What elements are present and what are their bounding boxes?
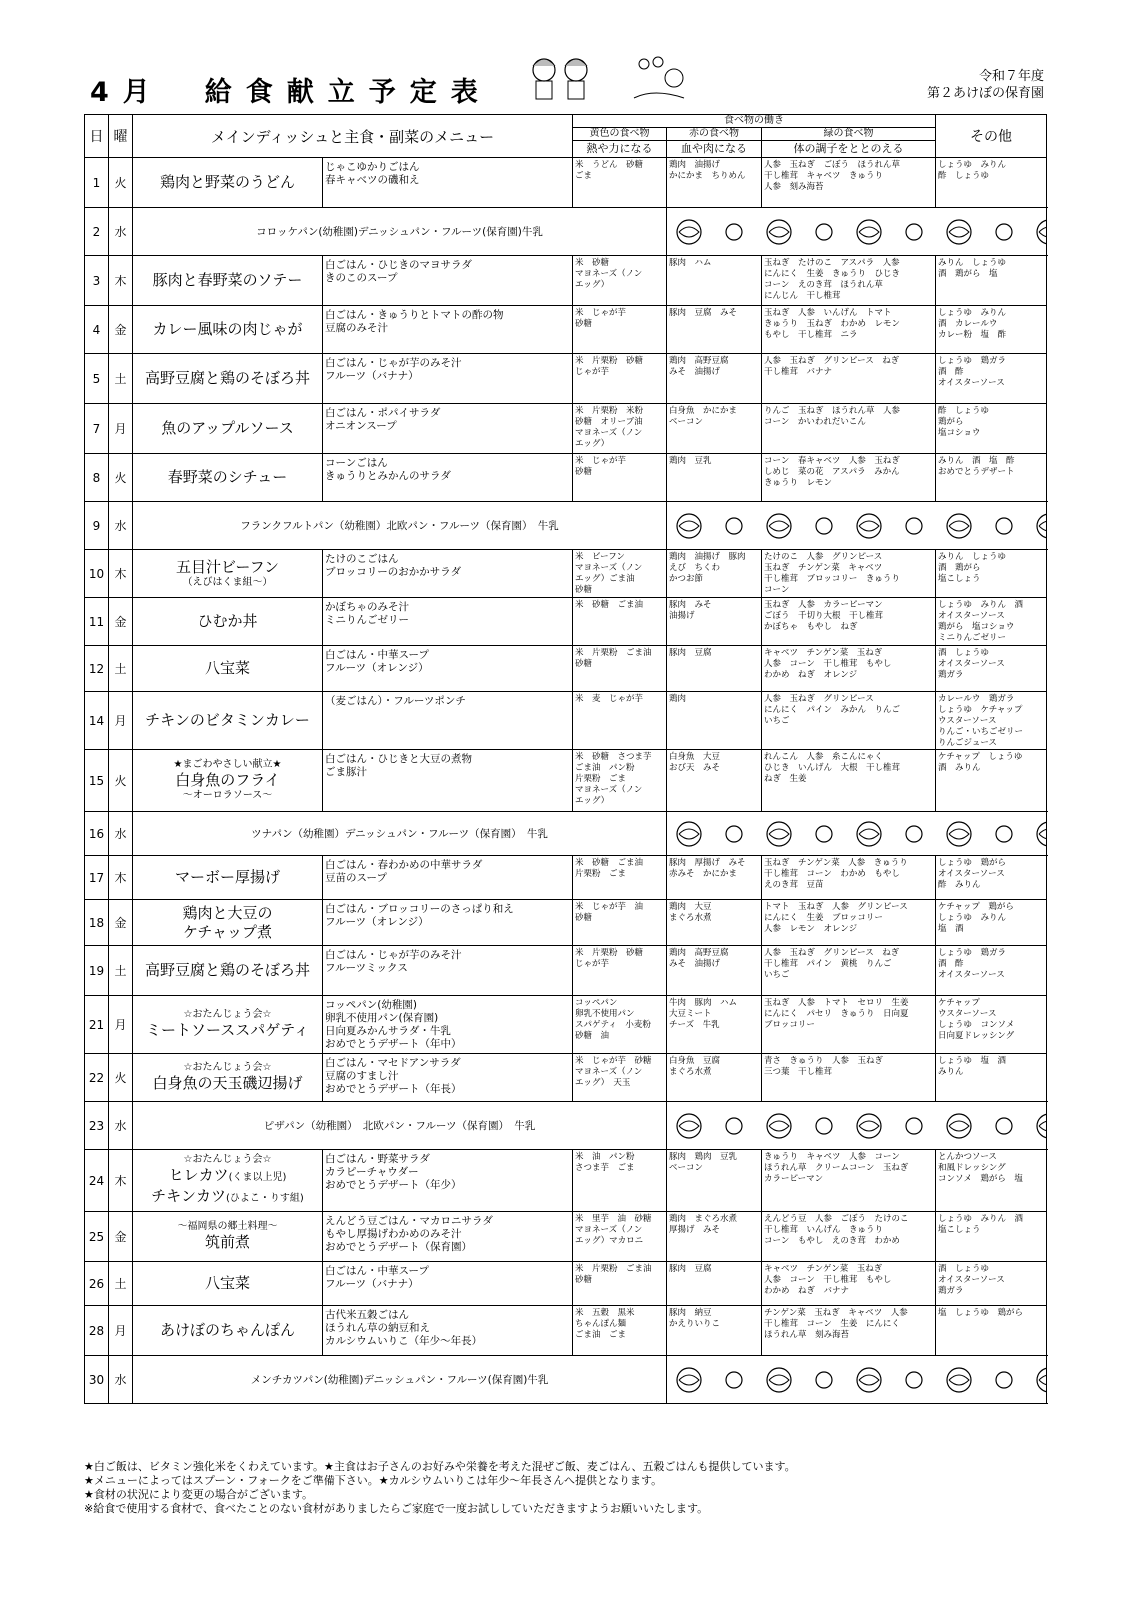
animals-illustration <box>669 816 1047 852</box>
green-food-cell: コーン 春キャベツ 人参 玉ねぎ しめじ 菜の花 アスパラ みかん きゅうり レモン <box>762 454 936 502</box>
day-cell: 15 <box>85 750 109 812</box>
header-green-role: 体の調子をととのえる <box>762 141 936 158</box>
main-dish-note: ～オーロラソース～ <box>182 790 273 801</box>
table-row <box>85 502 1047 550</box>
main-dish-name: マーボー厚揚げ <box>174 868 280 886</box>
main-dish-cell <box>133 1306 323 1356</box>
table-row <box>85 856 1047 900</box>
fiscal-year: 令和７年度 <box>978 69 1044 84</box>
main-dish-name: ミートソーススパゲティ <box>145 1021 310 1039</box>
side-dish-cell: 古代米五穀ごはん ほうれん草の納豆和え カルシウムいりこ（年少～年長） <box>323 1306 573 1356</box>
day-cell: 24 <box>85 1150 109 1212</box>
header-dow: 曜 <box>109 115 133 158</box>
footer-note: ★食材の状況により変更の場合がございます。 <box>84 1488 313 1501</box>
yellow-food-cell: 米 片栗粉 砂糖 じゃが芋 <box>573 354 667 404</box>
green-food-cell: 玉ねぎ 人参 いんげん トマト きゅうり 玉ねぎ わかめ レモン もやし 干し椎茸 ニラ <box>762 306 936 354</box>
table-row <box>85 454 1047 502</box>
main-dish-name: あけぼのちゃんぽん <box>159 1321 295 1339</box>
weekday-cell: 水 <box>109 1102 133 1150</box>
day-cell: 21 <box>85 996 109 1054</box>
footer-notes <box>84 1460 1064 1516</box>
table-row <box>85 256 1047 306</box>
day-cell: 7 <box>85 404 109 454</box>
main-dish-cell <box>133 550 323 598</box>
side-dish-cell: 白ごはん・じゃが芋のみそ汁 フルーツ（バナナ） <box>323 354 573 404</box>
table-row <box>85 208 1047 256</box>
day-cell: 25 <box>85 1212 109 1262</box>
green-food-cell: キャベツ チンゲン菜 玉ねぎ 人参 コーン 干し椎茸 もやし わかめ ねぎ バナナ <box>762 1262 936 1306</box>
other-cell: とんかつソース 和風ドレッシング コンソメ 鶏がら 塩 <box>936 1150 1047 1212</box>
footer-note: ※給食で使用する食材で、食べたことのない食材がありましたらご家庭で一度お試ししていただきますようお願いいたします。 <box>84 1502 709 1515</box>
table-row <box>85 946 1047 996</box>
yellow-food-cell: 米 じゃが芋 砂糖 マヨネーズ（ノン エッグ） 天玉 <box>573 1054 667 1102</box>
weekday-cell: 月 <box>109 1306 133 1356</box>
weekday-cell: 木 <box>109 550 133 598</box>
bread-menu-cell: ピザパン（幼稚園） 北欧パン・フルーツ（保育園） 牛乳 <box>133 1102 667 1150</box>
side-dish-cell: コッペパン(幼稚園) 卵乳不使用パン(保育園) 日向夏みかんサラダ・牛乳 おめでとうデザート（年中） <box>323 996 573 1054</box>
red-food-cell: 豚肉 豆腐 <box>667 1262 762 1306</box>
weekday-cell: 水 <box>109 1356 133 1404</box>
day-cell: 9 <box>85 502 109 550</box>
main-dish-name: ヒレカツ <box>168 1165 229 1184</box>
green-food-cell: きゅうり キャベツ 人参 コーン ほうれん草 クリームコーン 玉ねぎ カラーピーマン <box>762 1150 936 1212</box>
red-food-cell: 牛肉 豚肉 ハム 大豆ミート チーズ 牛乳 <box>667 996 762 1054</box>
side-dish-cell: 白ごはん・きゅうりとトマトの酢の物 豆腐のみそ汁 <box>323 306 573 354</box>
day-cell: 17 <box>85 856 109 900</box>
main-dish-cell <box>133 158 323 208</box>
other-cell: しょうゆ 鶏ガラ 酒 酢 オイスターソース <box>936 946 1047 996</box>
table-row <box>85 1054 1047 1102</box>
red-food-cell: 鶏肉 高野豆腐 みそ 油揚げ <box>667 354 762 404</box>
day-cell: 3 <box>85 256 109 306</box>
green-food-cell: 人参 玉ねぎ ごぼう ほうれん草 干し椎茸 キャベツ きゅうり 人参 刻み海苔 <box>762 158 936 208</box>
main-dish-cell <box>133 750 323 812</box>
red-food-cell: 鶏肉 まぐろ水煮 厚揚げ みそ <box>667 1212 762 1262</box>
main-dish-cell <box>133 996 323 1054</box>
birds-illustration <box>669 1108 1047 1144</box>
main-dish-name: 八宝菜 <box>204 1274 250 1292</box>
red-food-cell: 豚肉 ハム <box>667 256 762 306</box>
table-row <box>85 550 1047 598</box>
main-dish-name: 鶏肉と野菜のうどん <box>159 173 295 191</box>
green-food-cell: 玉ねぎ 人参 カラーピーマン ごぼう 千切り大根 干し椎茸 かぼちゃ もやし ねぎ <box>762 598 936 646</box>
main-dish-name: 五目汁ビーフン <box>175 558 280 576</box>
weekday-cell: 金 <box>109 1212 133 1262</box>
weekday-cell: 火 <box>109 1054 133 1102</box>
red-food-cell: 白身魚 豆腐 まぐろ水煮 <box>667 1054 762 1102</box>
event-label: ☆おたんじょう会☆ <box>183 1062 272 1073</box>
weekday-cell: 水 <box>109 812 133 856</box>
main-dish-cell <box>133 1262 323 1306</box>
green-food-cell: 玉ねぎ たけのこ アスパラ 人参 にんにく 生姜 きゅうり ひじき コーン えのき茸 ほうれん草 にんじん 干し椎茸 <box>762 256 936 306</box>
other-cell: 酢 しょうゆ 鶏がら 塩コショウ <box>936 404 1047 454</box>
other-cell: ケチャップ 鶏がら しょうゆ みりん 塩 酒 <box>936 900 1047 946</box>
header-other: その他 <box>936 115 1047 158</box>
yellow-food-cell: 米 片栗粉 ごま油 砂糖 <box>573 646 667 692</box>
main-dish-cell <box>133 404 323 454</box>
green-food-cell: 玉ねぎ チンゲン菜 人参 きゅうり 干し椎茸 コーン わかめ もやし えのき茸 豆苗 <box>762 856 936 900</box>
table-row <box>85 1262 1047 1306</box>
day-cell: 10 <box>85 550 109 598</box>
main-dish-note: (くま以上児) <box>228 1171 287 1183</box>
table-row <box>85 306 1047 354</box>
side-dish-cell: 白ごはん・春わかめの中華サラダ 豆苗のスープ <box>323 856 573 900</box>
green-food-cell: 人参 玉ねぎ グリンピース ねぎ 干し椎茸 バナナ <box>762 354 936 404</box>
side-dish-cell: コーンごはん きゅうりとみかんのサラダ <box>323 454 573 502</box>
red-food-cell: 鶏肉 <box>667 692 762 750</box>
red-food-cell: 豚肉 豆腐 みそ <box>667 306 762 354</box>
table-row <box>85 646 1047 692</box>
weekday-cell: 土 <box>109 354 133 404</box>
table-row <box>85 692 1047 750</box>
day-cell: 18 <box>85 900 109 946</box>
side-dish-cell: たけのこごはん ブロッコリーのおかかサラダ <box>323 550 573 598</box>
day-cell: 26 <box>85 1262 109 1306</box>
day-cell: 4 <box>85 306 109 354</box>
day-cell: 8 <box>85 454 109 502</box>
side-dish-cell: 白ごはん・ブロッコリーのさっぱり和え フルーツ（オレンジ） <box>323 900 573 946</box>
event-label: ☆おたんじょう会☆ <box>183 1153 272 1165</box>
yellow-food-cell: 米 じゃが芋 砂糖 <box>573 306 667 354</box>
day-cell: 5 <box>85 354 109 404</box>
main-dish-cell <box>133 598 323 646</box>
side-dish-cell: 白ごはん・野菜サラダ カラピーチャウダー おめでとうデザート（年少） <box>323 1150 573 1212</box>
table-row <box>85 598 1047 646</box>
other-cell: みりん 酒 塩 酢 おめでとうデザート <box>936 454 1047 502</box>
day-cell: 19 <box>85 946 109 996</box>
weekday-cell: 木 <box>109 856 133 900</box>
weekday-cell: 水 <box>109 208 133 256</box>
weekday-cell: 火 <box>109 454 133 502</box>
main-dish-cell <box>133 354 323 404</box>
yellow-food-cell: 米 里芋 油 砂糖 マヨネーズ（ノン エッグ）マカロニ <box>573 1212 667 1262</box>
yellow-food-cell: 米 片栗粉 ごま油 砂糖 <box>573 1262 667 1306</box>
red-food-cell: 鶏肉 大豆 まぐろ水煮 <box>667 900 762 946</box>
chicks-illustration <box>669 1362 1047 1398</box>
main-dish-name: 白身魚のフライ <box>175 771 280 789</box>
decoration-cell <box>667 1356 1047 1404</box>
table-row <box>85 750 1047 812</box>
side-dish-cell: 白ごはん・じゃが芋のみそ汁 フルーツミックス <box>323 946 573 996</box>
side-dish-cell: 白ごはん・ひじきのマヨサラダ きのこのスープ <box>323 256 573 306</box>
header-red-role: 血や肉になる <box>667 141 762 158</box>
day-cell: 12 <box>85 646 109 692</box>
main-dish-name: チキンのビタミンカレー <box>145 711 310 729</box>
green-food-cell: キャベツ チンゲン菜 玉ねぎ 人参 コーン 干し椎茸 もやし わかめ ねぎ オレンジ <box>762 646 936 692</box>
green-food-cell: 青さ きゅうり 人参 玉ねぎ 三つ葉 干し椎茸 <box>762 1054 936 1102</box>
side-dish-cell: かぼちゃのみそ汁 ミニりんごゼリー <box>323 598 573 646</box>
header-food-group: 食べ物の働き <box>573 115 936 128</box>
red-food-cell: 鶏肉 油揚げ 豚肉 えび ちくわ かつお節 <box>667 550 762 598</box>
main-dish-name-2 <box>135 1187 320 1208</box>
other-cell: 酒 しょうゆ オイスターソース 鶏ガラ <box>936 1262 1047 1306</box>
red-food-cell: 豚肉 厚揚げ みそ 赤みそ かにかま <box>667 856 762 900</box>
side-dish-cell: 白ごはん・中華スープ フルーツ（オレンジ） <box>323 646 573 692</box>
organization-info <box>927 68 1044 102</box>
other-cell: 塩 しょうゆ 鶏がら <box>936 1306 1047 1356</box>
yellow-food-cell: 米 油 パン粉 さつま芋 ごま <box>573 1150 667 1212</box>
other-cell: しょうゆ みりん 酒 カレールウ カレー粉 塩 酢 <box>936 306 1047 354</box>
green-food-cell: えんどう豆 人参 ごぼう たけのこ 干し椎茸 いんげん きゅうり コーン もやし えのき茸 わかめ <box>762 1212 936 1262</box>
day-cell: 16 <box>85 812 109 856</box>
weekday-cell: 木 <box>109 256 133 306</box>
table-row <box>85 1150 1047 1212</box>
table-row <box>85 900 1047 946</box>
green-food-cell: たけのこ 人参 グリンピース 玉ねぎ チンゲン菜 キャベツ 干し椎茸 ブロッコリー きゅうり コーン <box>762 550 936 598</box>
day-cell: 2 <box>85 208 109 256</box>
yellow-food-cell: 米 麦 じゃが芋 <box>573 692 667 750</box>
other-cell: 酒 しょうゆ オイスターソース 鶏ガラ <box>936 646 1047 692</box>
table-row <box>85 354 1047 404</box>
weekday-cell: 土 <box>109 646 133 692</box>
weekday-cell: 火 <box>109 750 133 812</box>
main-dish-cell <box>133 256 323 306</box>
yellow-food-cell: 米 砂糖 さつま芋 ごま油 パン粉 片栗粉 ごま マヨネーズ（ノン エッグ） <box>573 750 667 812</box>
yellow-food-cell: 米 片栗粉 砂糖 じゃが芋 <box>573 946 667 996</box>
table-row <box>85 812 1047 856</box>
main-dish-cell <box>133 306 323 354</box>
green-food-cell: チンゲン菜 玉ねぎ キャベツ 人参 干し椎茸 コーン 生姜 にんにく ほうれん草 刻み海苔 <box>762 1306 936 1356</box>
footer-note: ★メニューによってはスプーン・フォークをご準備下さい。★カルシウムいりこは年少～年長さんへ提供となります。 <box>84 1474 663 1487</box>
yellow-food-cell: コッペパン 卵乳不使用パン スパゲティ 小麦粉 砂糖 油 <box>573 996 667 1054</box>
decoration-cell <box>667 502 1047 550</box>
header-yellow-role: 熱や力になる <box>573 141 667 158</box>
main-dish-name: 春野菜のシチュー <box>167 468 288 486</box>
day-cell: 11 <box>85 598 109 646</box>
side-dish-cell: 白ごはん・ポパイサラダ オニオンスープ <box>323 404 573 454</box>
weekday-cell: 金 <box>109 598 133 646</box>
school-items-illustration <box>669 214 1047 250</box>
event-label: ～福岡県の郷土料理～ <box>177 1221 278 1232</box>
main-dish-name: 魚のアップルソース <box>161 419 294 437</box>
school-name: 第２あけぼの保育園 <box>926 86 1044 101</box>
red-food-cell: 白身魚 大豆 おび天 みそ <box>667 750 762 812</box>
yellow-food-cell: 米 じゃが芋 油 砂糖 <box>573 900 667 946</box>
weekday-cell: 火 <box>109 158 133 208</box>
children-illustration <box>524 48 724 108</box>
main-dish-cell <box>133 946 323 996</box>
main-dish-name: 鶏肉と大豆の ケチャップ煮 <box>182 903 273 941</box>
red-food-cell: 豚肉 豆腐 <box>667 646 762 692</box>
other-cell: みりん しょうゆ 酒 鶏がら 塩 <box>936 256 1047 306</box>
side-dish-cell: （麦ごはん）・フルーツポンチ <box>323 692 573 750</box>
main-dish-name: 白身魚の天玉磯辺揚げ <box>152 1074 303 1092</box>
red-food-cell: 鶏肉 豆乳 <box>667 454 762 502</box>
green-food-cell: トマト 玉ねぎ 人参 グリンピース にんにく 生姜 ブロッコリー 人参 レモン オレンジ <box>762 900 936 946</box>
day-cell: 23 <box>85 1102 109 1150</box>
header <box>84 64 1044 114</box>
other-cell: しょうゆ 塩 酒 みりん <box>936 1054 1047 1102</box>
red-food-cell: 豚肉 鶏肉 豆乳 ベーコン <box>667 1150 762 1212</box>
event-label: ☆おたんじょう会☆ <box>183 1009 272 1020</box>
yellow-food-cell: 米 片栗粉 米粉 砂糖 オリーブ油 マヨネーズ（ノン エッグ） <box>573 404 667 454</box>
header-menu: メインディッシュと主食・副菜のメニュー <box>133 115 573 158</box>
green-food-cell: りんご 玉ねぎ ほうれん草 人参 コーン かいわれだいこん <box>762 404 936 454</box>
main-dish-cell <box>133 692 323 750</box>
weekday-cell: 金 <box>109 900 133 946</box>
main-dish-name <box>135 1166 320 1187</box>
decoration-cell <box>667 812 1047 856</box>
green-food-cell: れんこん 人参 糸こんにゃく ひじき いんげん 大根 干し椎茸 ねぎ 生姜 <box>762 750 936 812</box>
decoration-cell <box>667 1102 1047 1150</box>
side-dish-cell: じゃこゆかりごはん 春キャベツの磯和え <box>323 158 573 208</box>
table-row <box>85 996 1047 1054</box>
bread-menu-cell: メンチカツパン(幼稚園)デニッシュパン・フルーツ(保育園)牛乳 <box>133 1356 667 1404</box>
other-cell: みりん しょうゆ 酒 鶏がら 塩こしょう <box>936 550 1047 598</box>
day-cell: 28 <box>85 1306 109 1356</box>
main-dish-name: ひむか丼 <box>197 612 258 630</box>
main-dish-note: （えびはくま組～） <box>182 577 273 588</box>
main-dish-name: カレー風味の肉じゃが <box>152 320 303 338</box>
decoration-cell <box>667 208 1047 256</box>
yellow-food-cell: 米 じゃが芋 砂糖 <box>573 454 667 502</box>
yellow-food-cell: 米 砂糖 マヨネーズ（ノン エッグ） <box>573 256 667 306</box>
weekday-cell: 金 <box>109 306 133 354</box>
red-food-cell: 豚肉 納豆 かえりいりこ <box>667 1306 762 1356</box>
yellow-food-cell: 米 五穀 黒米 ちゃんぽん麺 ごま油 ごま <box>573 1306 667 1356</box>
other-cell: しょうゆ みりん 酢 しょうゆ <box>936 158 1047 208</box>
main-dish-note-2: (ひよこ・りす組) <box>226 1192 304 1204</box>
other-cell: しょうゆ みりん 酒 塩こしょう <box>936 1212 1047 1262</box>
bread-menu-cell: コロッケパン(幼稚園)デニッシュパン・フルーツ(保育園)牛乳 <box>133 208 667 256</box>
table-row <box>85 1306 1047 1356</box>
event-label: ★まごわやさしい献立★ <box>173 759 282 770</box>
yellow-food-cell: 米 うどん 砂糖 ごま <box>573 158 667 208</box>
menu-body <box>85 158 1047 1404</box>
red-food-cell: 白身魚 かにかま ベーコン <box>667 404 762 454</box>
main-dish-cell <box>133 900 323 946</box>
main-dish-cell <box>133 856 323 900</box>
side-dish-cell: 白ごはん・ひじきと大豆の煮物 ごま豚汁 <box>323 750 573 812</box>
main-dish-cell <box>133 1054 323 1102</box>
other-cell: カレールウ 鶏ガラ しょうゆ ケチャップ ウスターソース りんご・いちごゼリー りんごジュース <box>936 692 1047 750</box>
table-row <box>85 158 1047 208</box>
table-row <box>85 404 1047 454</box>
weekday-cell: 土 <box>109 1262 133 1306</box>
green-food-cell: 人参 玉ねぎ グリンピース ねぎ 干し椎茸 パイン 黄桃 りんご いちご <box>762 946 936 996</box>
header-red: 赤の食べ物 <box>667 128 762 141</box>
main-dish-name: 筑前煮 <box>204 1233 250 1251</box>
weekday-cell: 月 <box>109 692 133 750</box>
header-green: 緑の食べ物 <box>762 128 936 141</box>
main-dish-name: 豚肉と春野菜のソテー <box>152 271 303 289</box>
footer-note: ★白ご飯は、ビタミン強化米をくわえています。★主食はお子さんのお好みや栄養を考えた混ぜご飯、麦ごはん、五穀ごはんも提供しています。 <box>84 1460 796 1473</box>
weekday-cell: 水 <box>109 502 133 550</box>
table-row <box>85 1212 1047 1262</box>
yellow-food-cell: 米 ビーフン マヨネーズ（ノン エッグ）ごま油 砂糖 <box>573 550 667 598</box>
red-food-cell: 豚肉 みそ 油揚げ <box>667 598 762 646</box>
day-cell: 22 <box>85 1054 109 1102</box>
yellow-food-cell: 米 砂糖 ごま油 <box>573 598 667 646</box>
day-cell: 1 <box>85 158 109 208</box>
main-dish-cell <box>133 646 323 692</box>
header-day: 日 <box>85 115 109 158</box>
day-cell: 14 <box>85 692 109 750</box>
red-food-cell: 鶏肉 高野豆腐 みそ 油揚げ <box>667 946 762 996</box>
other-cell: しょうゆ みりん 酒 オイスターソース 鶏がら 塩コショウ ミニりんごゼリー <box>936 598 1047 646</box>
other-cell: しょうゆ 鶏がら オイスターソース 酢 みりん <box>936 856 1047 900</box>
green-food-cell: 人参 玉ねぎ グリンピース にんにく パイン みかん りんご いちご <box>762 692 936 750</box>
main-dish-name: 八宝菜 <box>204 659 250 677</box>
page-title: 4月 給食献立予定表 <box>90 77 492 108</box>
other-cell: ケチャップ しょうゆ 酒 みりん <box>936 750 1047 812</box>
header-yellow: 黄色の食べ物 <box>573 128 667 141</box>
weekday-cell: 月 <box>109 404 133 454</box>
other-cell: ケチャップ ウスターソース しょうゆ コンソメ 日向夏ドレッシング <box>936 996 1047 1054</box>
yellow-food-cell: 米 砂糖 ごま油 片栗粉 ごま <box>573 856 667 900</box>
main-dish-cell <box>133 454 323 502</box>
weekday-cell: 土 <box>109 946 133 996</box>
main-dish-name-2-text: チキンカツ <box>151 1186 227 1205</box>
table-row <box>85 1102 1047 1150</box>
green-food-cell: 玉ねぎ 人参 トマト セロリ 生姜 にんにく パセリ きゅうり 日向夏 ブロッコリー <box>762 996 936 1054</box>
bread-menu-cell: ツナパン（幼稚園）デニッシュパン・フルーツ（保育園） 牛乳 <box>133 812 667 856</box>
weekday-cell: 木 <box>109 1150 133 1212</box>
insects-illustration <box>669 508 1047 544</box>
other-cell: しょうゆ 鶏ガラ 酒 酢 オイスターソース <box>936 354 1047 404</box>
main-dish-name: 高野豆腐と鶏のそぼろ丼 <box>144 961 310 979</box>
bread-menu-cell: フランクフルトパン（幼稚園）北欧パン・フルーツ（保育園） 牛乳 <box>133 502 667 550</box>
weekday-cell: 月 <box>109 996 133 1054</box>
menu-table <box>84 114 1047 1404</box>
day-cell: 30 <box>85 1356 109 1404</box>
table-row <box>85 1356 1047 1404</box>
side-dish-cell: 白ごはん・中華スープ フルーツ（バナナ） <box>323 1262 573 1306</box>
main-dish-name: 高野豆腐と鶏のそぼろ丼 <box>144 369 310 387</box>
side-dish-cell: 白ごはん・マセドアンサラダ 豆腐のすまし汁 おめでとうデザート（年長） <box>323 1054 573 1102</box>
red-food-cell: 鶏肉 油揚げ かにかま ちりめん <box>667 158 762 208</box>
main-dish-cell <box>133 1150 323 1212</box>
main-dish-cell <box>133 1212 323 1262</box>
side-dish-cell: えんどう豆ごはん・マカロニサラダ もやし厚揚げわかめのみそ汁 おめでとうデザート（保育園） <box>323 1212 573 1262</box>
